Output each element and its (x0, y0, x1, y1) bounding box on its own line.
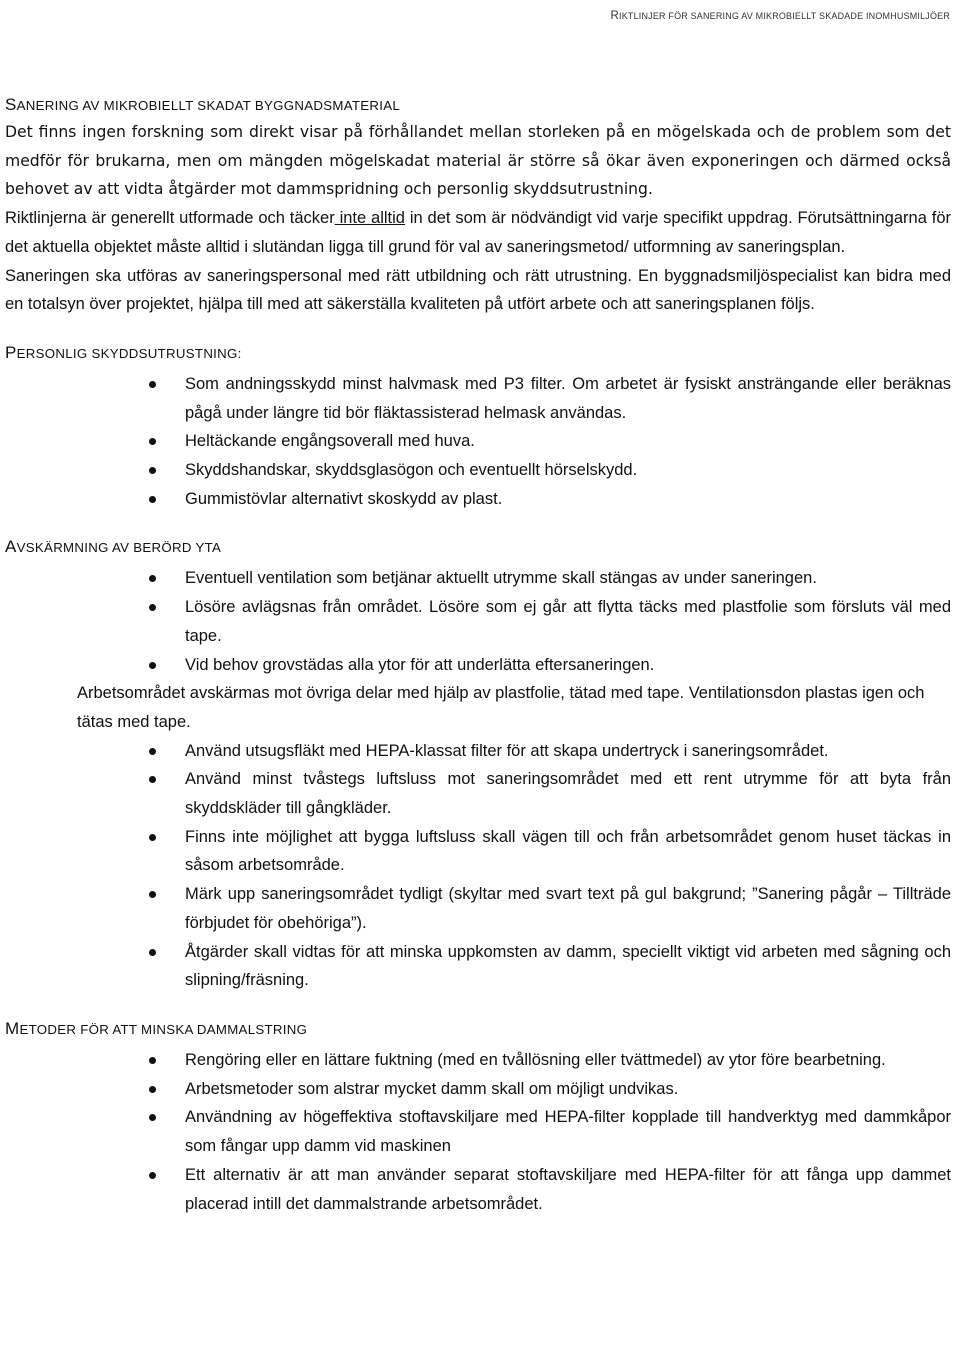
bullet-list-skydd (5, 370, 951, 514)
list-item (5, 1046, 951, 1075)
list-item (5, 765, 951, 822)
document-body (5, 93, 951, 1218)
list-item-text: Lösöre avlägsnas från området. Lösöre som ej går att flytta täcks med plastfolie som försluts väl med tape. (185, 598, 951, 645)
list-item (5, 485, 951, 514)
list-item-text: Vid behov grovstädas alla ytor för att underlätta eftersaneringen. (185, 655, 655, 674)
list-item (5, 1161, 951, 1218)
section-skydd (5, 341, 951, 514)
bullet-icon (149, 1086, 156, 1093)
paragraph-shielding: Arbetsområdet avskärmas mot övriga delar med hjälp av plastfolie, tätad med tape. Ventilationsdon plastas igen och tätas med tape. (77, 684, 925, 731)
heading-initial: S (5, 95, 17, 114)
section-heading-skydd (5, 341, 951, 366)
bullet-icon (149, 748, 156, 755)
guidelines-text-end: in det som är nödvändigt vid varje specifikt uppdrag. Förutsättningarna för det aktuella objektet måste alltid i slutändan ligga till grund för val av saneringsmetod/ utformning av saneringsplan. (5, 209, 951, 256)
list-item-text: Gummistövlar alternativt skoskydd av plast. (185, 489, 503, 508)
list-item-text: Användning av högeffektiva stoftavskiljare med HEPA-filter kopplade till handverktyg med dammkåpor som fångar upp damm vid maskinen (185, 1108, 951, 1156)
list-item-text: Använd utsugsfläkt med HEPA-klassat filter för att skapa undertryck i saneringsområdet. (185, 741, 829, 760)
list-item (5, 593, 951, 650)
list-item (5, 427, 951, 456)
heading-initial: A (5, 537, 17, 557)
bullet-icon (149, 467, 156, 474)
bullet-icon (149, 891, 156, 898)
list-item-text: Finns inte möjlighet att bygga luftsluss skall vägen till och från arbetsområdet genom huset täckas in såsom arbetsområde. (185, 827, 951, 875)
list-item-text: Heltäckande engångsoverall med huva. (185, 432, 475, 451)
list-item-text: Rengöring eller en lättare fuktning (med en tvållösning eller tvättmedel) av ytor före bearbetning. (185, 1050, 886, 1069)
list-item (5, 823, 951, 880)
heading-rest: VSKÄRMNING AV BERÖRD YTA (16, 540, 222, 556)
list-item (5, 564, 951, 593)
list-item-text: Som andningsskydd minst halvmask med P3 filter. Om arbetet är fysiskt ansträngande eller beräknas pågå under längre tid bör fläktassisterad helmask användas. (185, 374, 951, 422)
list-item-text: Arbetsmetoder som alstrar mycket damm skall om möjligt undvikas. (185, 1079, 679, 1098)
guidelines-underlined: inte alltid (334, 209, 405, 228)
bullet-icon (149, 1172, 156, 1179)
bullet-icon (149, 1114, 156, 1121)
bullet-icon (149, 381, 156, 388)
section-heading-avskarmning (5, 535, 951, 560)
heading-rest: ETODER FÖR ATT MINSKA DAMMALSTRING (19, 1021, 308, 1037)
bullet-icon (149, 662, 156, 669)
list-item (5, 1075, 951, 1104)
list-item-text: Använd minst tvåstegs luftsluss mot saneringsområdet med ett rent utrymme för att byta från skyddskläder till gångkläder. (185, 770, 951, 818)
paragraph-personnel: Saneringen ska utföras av saneringspersonal med rätt utbildning och rätt utrustning. En byggnadsmiljöspecialist kan bidra med en totalsyn över projektet, hjälpa till med att säkerställa kvaliteten på utfört arbete och att saneringsplanen följs. (5, 266, 951, 314)
list-item-text: Eventuell ventilation som betjänar aktuellt utrymme skall stängas av under saneringen. (185, 569, 817, 588)
list-item (5, 1103, 951, 1160)
list-item (5, 456, 951, 485)
heading-rest: ANERING AV MIKROBIELLT SKADAT BYGGNADSMATERIAL (16, 98, 401, 113)
section-metoder (5, 1017, 951, 1218)
bullet-list-avskarmning-b (5, 737, 951, 995)
heading-initial: P (5, 342, 17, 362)
list-item-text: Märk upp saneringsområdet tydligt (skyltar med svart text på gul bakgrund; ”Sanering pågår – Tillträde förbjudet för obehöriga”). (185, 885, 951, 932)
list-item (5, 880, 951, 937)
section-heading-sanering (5, 93, 951, 118)
bullet-list-avskarmning-a (5, 564, 951, 679)
bullet-icon (149, 1057, 156, 1064)
list-item (5, 370, 951, 427)
running-header (611, 10, 950, 22)
list-item-text: Ett alternativ är att man använder separat stoftavskiljare med HEPA-filter för att fånga upp dammet placerad intill det dammalstrande arbetsområdet. (185, 1165, 951, 1213)
heading-initial: M (5, 1018, 20, 1038)
bullet-icon (149, 438, 156, 445)
paragraph-research: Det finns ingen forskning som direkt visar på förhållandet mellan storleken på en mögelskada och de problem som det medför för brukarna, men om mängden mögelskadat material är större så ökar även exponeringen och därmed också behovet av att vidta åtgärder mot dammspridning och personlig skyddsutrustning. (5, 123, 951, 199)
list-item-text: Åtgärder skall vidtas för att minska uppkomsten av damm, speciellt viktigt vid arbeten med sågning och slipning/fräsning. (185, 942, 951, 990)
list-item (5, 938, 951, 995)
bullet-icon (149, 776, 156, 783)
section-avskarmning (5, 535, 951, 995)
bullet-icon (149, 496, 156, 503)
bullet-icon (149, 949, 156, 956)
bullet-icon (149, 604, 156, 611)
paragraph-guidelines (5, 204, 951, 261)
section-sanering (5, 93, 951, 319)
bullet-list-metoder (5, 1046, 951, 1218)
bullet-icon (149, 575, 156, 582)
bullet-icon (149, 834, 156, 841)
list-item (5, 737, 951, 766)
section-heading-metoder (5, 1017, 951, 1042)
running-header-initial: R (610, 10, 620, 22)
list-item (5, 651, 951, 680)
running-header-rest: IKTLINJER FÖR SANERING AV MIKROBIELLT SKADADE INOMHUSMILJÖER (619, 11, 950, 21)
list-item-text: Skyddshandskar, skyddsglasögon och eventuellt hörselskydd. (185, 461, 638, 480)
guidelines-text-start: Riktlinjerna är generellt utformade och täcker (5, 209, 335, 228)
heading-rest: ERSONLIG SKYDDSUTRUSTNING: (16, 345, 242, 361)
